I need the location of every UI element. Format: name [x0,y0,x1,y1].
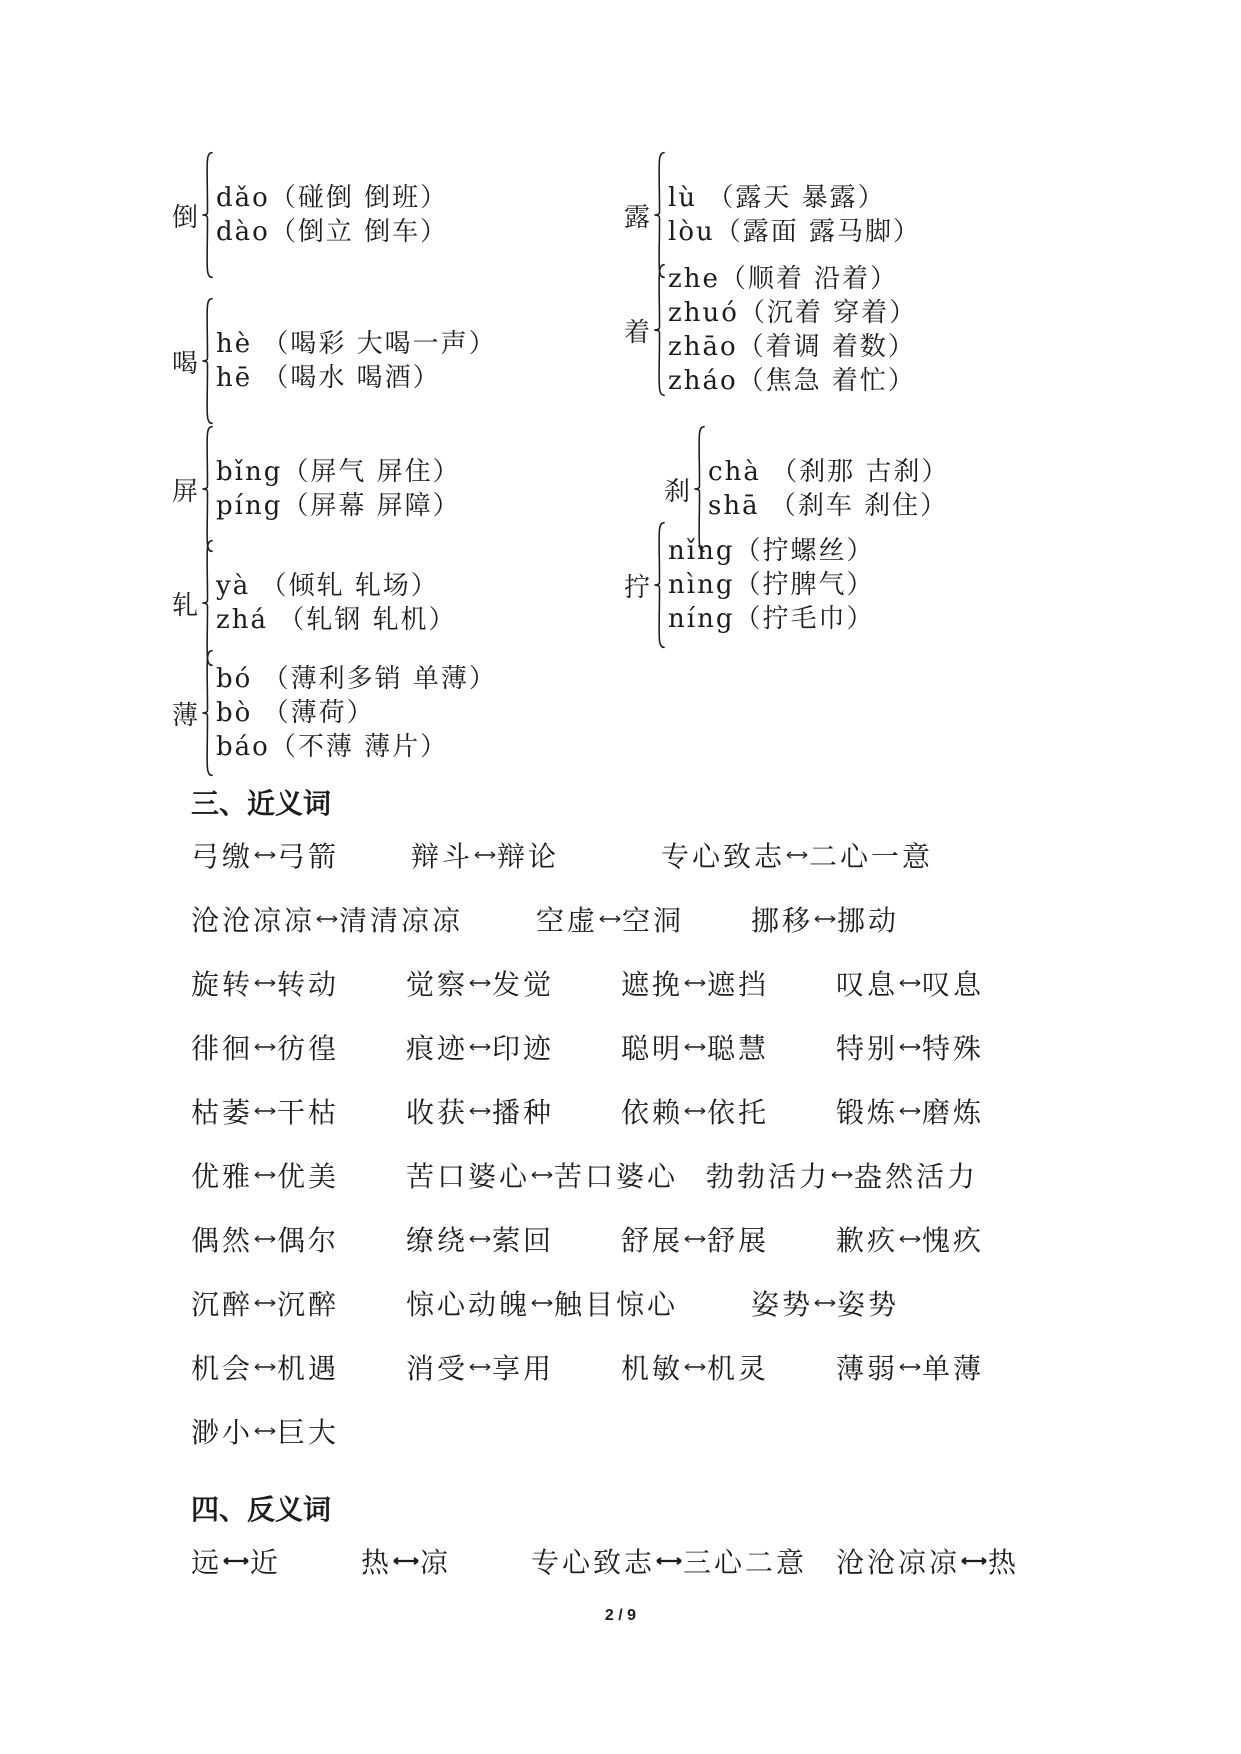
polyphone-reading: lù （露天 暴露） [668,183,886,213]
word-pair [406,1347,554,1387]
double-arrow-icon [254,1040,276,1054]
polyphone-reading: zhá （轧钢 轧机） [216,605,457,635]
double-arrow-icon [684,1104,706,1118]
word-pair [621,1219,769,1259]
polyphone-reading: zháo（焦急 着忙） [668,366,916,396]
word-pair [836,1541,1019,1581]
word-pair [406,1219,554,1259]
double-arrow-icon [786,848,808,862]
double-arrow-icon [469,1360,491,1374]
double-arrow-icon [316,912,338,926]
word-pair [191,899,463,939]
polyphone-reading: lòu（露面 露马脚） [668,217,921,247]
word-pair [406,963,554,1003]
word-pair [836,963,984,1003]
word-pair [361,1541,451,1581]
double-arrow-icon [531,1296,553,1310]
polyphone-reading: hè （喝彩 大喝一声） [216,329,497,359]
double-arrow-icon [899,1360,921,1374]
word-right: 干枯 [277,1096,340,1129]
word-pair [621,1347,769,1387]
word-right: 辩论 [497,840,560,873]
brace-icon [201,150,214,280]
word-right: 二心一意 [809,840,934,873]
double-arrow-icon [254,1232,276,1246]
word-left: 远 [191,1546,223,1579]
antonyms-heading: 四、反义词 [191,1493,332,1526]
word-right: 彷徨 [277,1032,340,1065]
polyphone-reading: dào（倒立 倒车） [216,217,449,247]
word-pair [191,1347,339,1387]
double-arrow-icon [899,976,921,990]
word-left: 聪明 [621,1032,684,1065]
word-left: 薄弱 [836,1352,899,1385]
word-right: 叹息 [922,968,985,1001]
word-left: 沉醉 [191,1288,254,1321]
polyphone-reading: nǐng（拧螺丝） [668,536,875,566]
word-right: 依托 [707,1096,770,1129]
word-right: 巨大 [277,1416,340,1449]
word-pair [191,1411,339,1451]
word-pair [661,835,933,875]
word-right: 空洞 [622,904,685,937]
word-left: 专心致志 [661,840,786,873]
word-left: 专心致志 [531,1546,656,1579]
word-right: 遮挡 [707,968,770,1001]
double-arrow-icon [899,1232,921,1246]
word-right: 萦回 [492,1224,555,1257]
word-pair [836,1091,984,1131]
polyphone-ping [172,424,461,554]
polyphone-reading: píng（屏幕 屏障） [216,491,461,521]
word-left: 惊心动魄 [406,1288,531,1321]
double-arrow-icon [469,1232,491,1246]
word-right: 发觉 [492,968,555,1001]
word-right: 弓箭 [277,840,340,873]
word-pair [836,1219,984,1259]
word-right: 磨炼 [922,1096,985,1129]
brace-icon [201,424,214,554]
word-pair [191,835,339,875]
word-right: 机灵 [707,1352,770,1385]
word-left: 沧沧凉凉 [836,1546,961,1579]
word-right: 触目惊心 [554,1288,679,1321]
word-left: 特别 [836,1032,899,1065]
word-pair [751,1283,899,1323]
double-arrow-icon [684,976,706,990]
word-pair [406,1283,678,1323]
word-left: 空虚 [536,904,599,937]
word-pair [621,1027,769,1067]
brace-icon [653,520,666,650]
word-left: 勃勃活力 [706,1160,831,1193]
word-right: 愧疚 [922,1224,985,1257]
polyphone-reading: zhāo（着调 着数） [668,332,916,362]
word-right: 转动 [277,968,340,1001]
polyphone-reading: báo（不薄 薄片） [216,732,449,762]
word-left: 枯萎 [191,1096,254,1129]
word-right: 热 [988,1546,1020,1579]
word-left: 沧沧凉凉 [191,904,316,937]
word-right: 偶尔 [277,1224,340,1257]
double-arrow-icon [531,1168,553,1182]
word-pair [621,963,769,1003]
polyphone-reading: zhe（顺着 沿着） [668,264,899,294]
polyphone-he [172,296,497,426]
word-pair [751,899,899,939]
double-arrow-icon [599,912,621,926]
word-left: 姿势 [751,1288,814,1321]
word-right: 苦口婆心 [554,1160,679,1193]
brace-icon [653,262,666,398]
polyphone-zhe [624,262,917,398]
word-pair [706,1155,978,1195]
word-right: 播种 [492,1096,555,1129]
double-arrow-icon [393,1554,419,1568]
word-left: 弓缴 [191,840,254,873]
polyphone-reading: shā （刹车 刹住） [708,491,949,521]
polyphone-char: 露 [624,202,651,233]
word-left: 机会 [191,1352,254,1385]
double-arrow-icon [223,1554,249,1568]
word-left: 机敏 [621,1352,684,1385]
double-arrow-icon [469,1104,491,1118]
double-arrow-icon [899,1040,921,1054]
word-pair [836,1027,984,1067]
polyphone-reading: yà （倾轧 轧场） [216,571,439,601]
double-arrow-icon [814,1296,836,1310]
word-pair [191,1027,339,1067]
double-arrow-icon [254,976,276,990]
word-pair [406,1155,678,1195]
word-pair [191,1541,281,1581]
polyphone-char: 屏 [172,476,199,507]
double-arrow-icon [254,1104,276,1118]
polyphone-reading: bò （薄荷） [216,698,375,728]
word-right: 舒展 [707,1224,770,1257]
word-right: 盎然活力 [854,1160,979,1193]
word-right: 享用 [492,1352,555,1385]
word-pair [621,1091,769,1131]
word-right: 凉 [420,1546,452,1579]
brace-icon [653,150,666,280]
word-left: 叹息 [836,968,899,1001]
word-left: 偶然 [191,1224,254,1257]
double-arrow-icon [684,1360,706,1374]
word-right: 印迹 [492,1032,555,1065]
word-pair [191,1155,339,1195]
double-arrow-icon [961,1554,987,1568]
word-left: 锻炼 [836,1096,899,1129]
double-arrow-icon [684,1232,706,1246]
polyphone-char: 着 [624,317,651,348]
polyphone-char: 刹 [664,476,691,507]
page-number: 2 / 9 [604,1607,637,1624]
word-pair [531,1541,807,1581]
word-pair [536,899,684,939]
polyphone-reading: hē （喝水 喝酒） [216,363,441,393]
word-pair [191,1091,339,1131]
word-pair [836,1347,984,1387]
word-right: 近 [250,1546,282,1579]
polyphone-reading: bó （薄利多销 单薄） [216,664,497,694]
polyphone-lu [624,150,921,280]
word-pair [191,963,339,1003]
word-left: 旋转 [191,968,254,1001]
word-right: 沉醉 [277,1288,340,1321]
synonyms-heading: 三、近义词 [191,787,332,820]
polyphone-bo [172,648,497,778]
word-left: 舒展 [621,1224,684,1257]
word-left: 遮挽 [621,968,684,1001]
word-left: 歉疚 [836,1224,899,1257]
brace-icon [201,648,214,778]
word-right: 优美 [277,1160,340,1193]
polyphone-char: 倒 [172,202,199,233]
polyphone-ning [624,520,874,650]
word-right: 清清凉凉 [339,904,464,937]
word-pair [191,1219,339,1259]
word-pair [191,1283,339,1323]
brace-icon [201,296,214,426]
word-left: 消受 [406,1352,469,1385]
word-left: 收获 [406,1096,469,1129]
double-arrow-icon [899,1104,921,1118]
polyphone-reading: chà （刹那 古刹） [708,457,950,487]
word-right: 机遇 [277,1352,340,1385]
double-arrow-icon [831,1168,853,1182]
word-right: 特殊 [922,1032,985,1065]
word-pair [411,835,559,875]
double-arrow-icon [814,912,836,926]
polyphone-char: 薄 [172,700,199,731]
word-right: 三心二意 [683,1546,808,1579]
word-left: 辩斗 [411,840,474,873]
double-arrow-icon [254,1360,276,1374]
word-left: 优雅 [191,1160,254,1193]
word-left: 痕迹 [406,1032,469,1065]
word-right: 姿势 [837,1288,900,1321]
double-arrow-icon [474,848,496,862]
word-left: 缭绕 [406,1224,469,1257]
double-arrow-icon [469,976,491,990]
word-right: 聪慧 [707,1032,770,1065]
word-pair [406,1091,554,1131]
word-pair [406,1027,554,1067]
double-arrow-icon [254,848,276,862]
polyphone-reading: níng（拧毛巾） [668,604,875,634]
word-right: 挪动 [837,904,900,937]
word-left: 渺小 [191,1416,254,1449]
polyphone-reading: dǎo（碰倒 倒班） [216,183,449,213]
polyphone-reading: nìng（拧脾气） [668,570,875,600]
double-arrow-icon [254,1168,276,1182]
polyphone-dao [172,150,448,280]
word-left: 热 [361,1546,393,1579]
word-left: 觉察 [406,968,469,1001]
double-arrow-icon [469,1040,491,1054]
double-arrow-icon [254,1424,276,1438]
polyphone-reading: bǐng（屏气 屏住） [216,457,461,487]
word-left: 依赖 [621,1096,684,1129]
word-left: 徘徊 [191,1032,254,1065]
word-right: 单薄 [922,1352,985,1385]
word-left: 挪移 [751,904,814,937]
double-arrow-icon [684,1040,706,1054]
polyphone-char: 轧 [172,590,199,621]
double-arrow-icon [254,1296,276,1310]
double-arrow-icon [656,1554,682,1568]
polyphone-char: 喝 [172,348,199,379]
word-left: 苦口婆心 [406,1160,531,1193]
polyphone-reading: zhuó（沉着 穿着） [668,298,918,328]
polyphone-char: 拧 [624,572,651,603]
